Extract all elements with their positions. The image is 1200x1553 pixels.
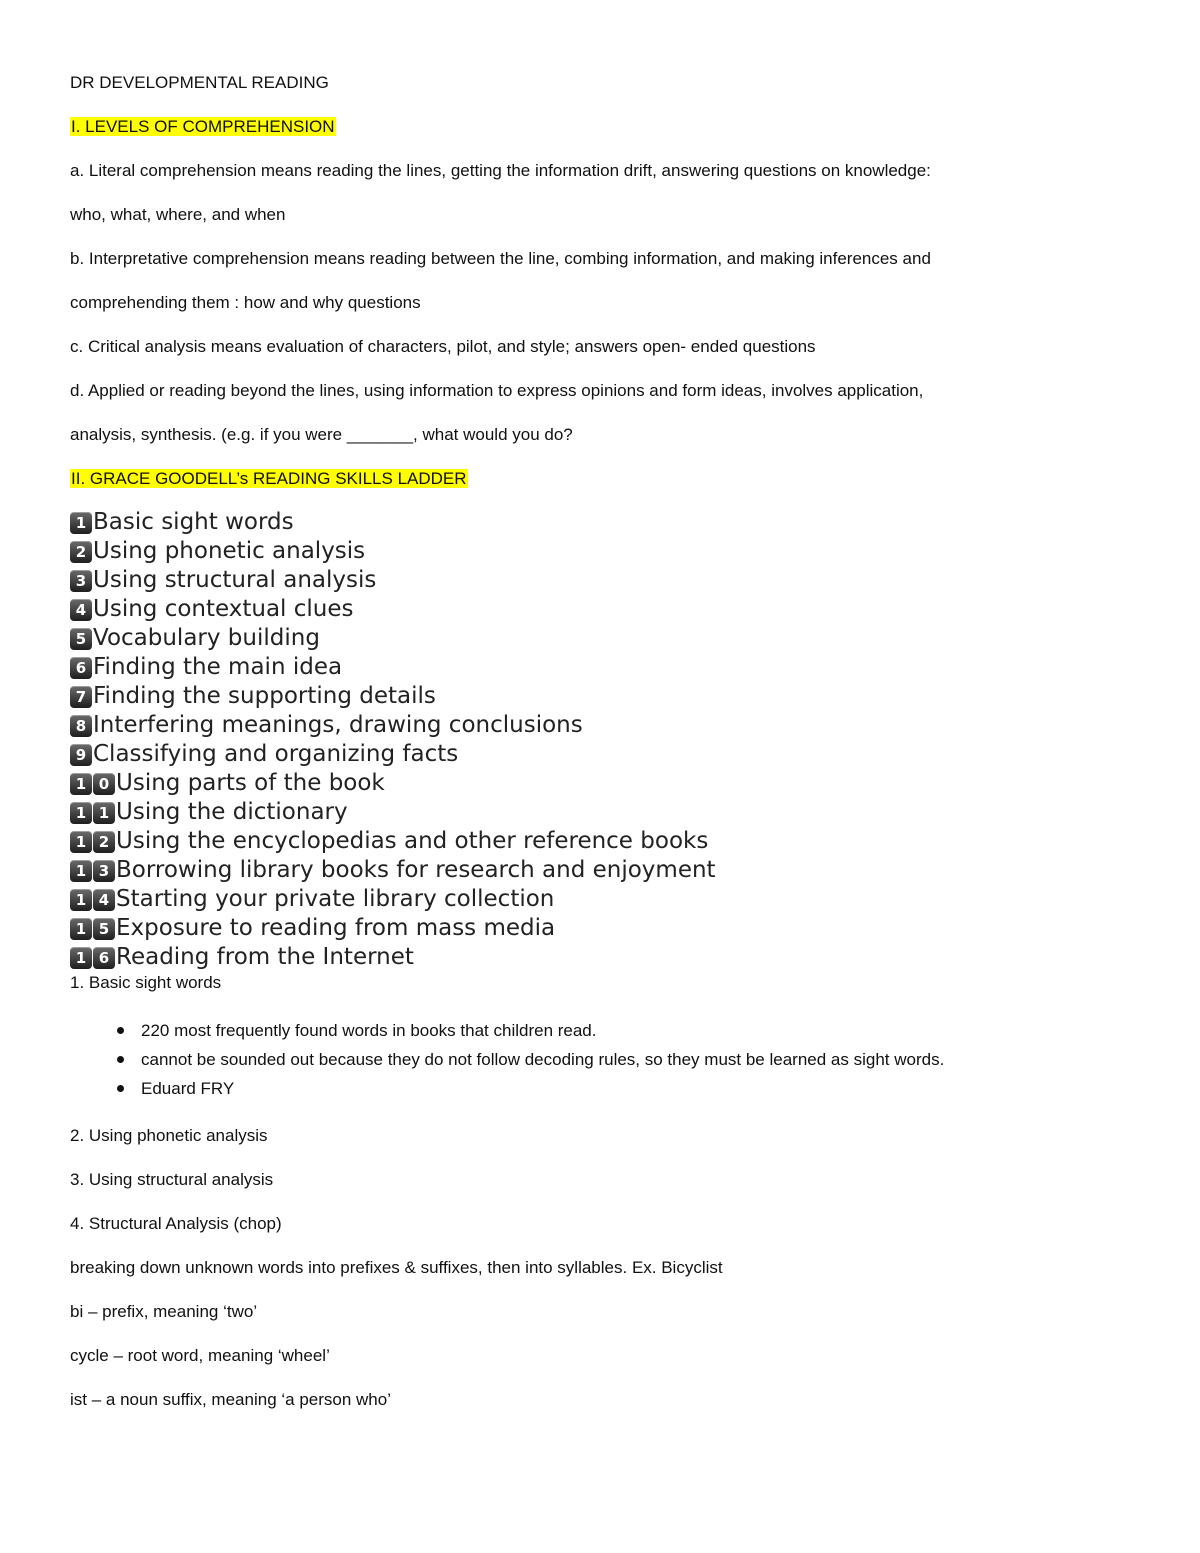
keycap-digit: 3 xyxy=(70,570,92,592)
ladder-item-label: Reading from the Internet xyxy=(116,944,414,970)
ladder-item-label: Finding the main idea xyxy=(93,654,343,680)
keycap-digit: 1 xyxy=(70,802,92,824)
keycap-digit: 3 xyxy=(93,860,115,882)
document-page xyxy=(70,72,1130,1433)
list-item-text: 220 most frequently found words in books that children read. xyxy=(141,1021,597,1040)
ladder-item-label: Using the dictionary xyxy=(116,799,348,825)
section-2-heading xyxy=(70,468,1130,490)
ladder-item-label: Using contextual clues xyxy=(93,596,354,622)
keycap-digit: 0 xyxy=(93,773,115,795)
structural-analysis-line-4: ist – a noun suffix, meaning ‘a person who’ xyxy=(70,1390,391,1409)
structural-analysis-line-2: bi – prefix, meaning ‘two’ xyxy=(70,1302,258,1321)
section-1-heading xyxy=(70,116,1130,138)
ladder-item-label: Classifying and organizing facts xyxy=(93,741,459,767)
ladder-item xyxy=(70,682,1130,711)
sight-words-bullet-list xyxy=(70,1016,1130,1103)
paragraph-a-line-2: who, what, where, and when xyxy=(70,205,286,224)
ladder-item xyxy=(70,856,1130,885)
keycap-digit: 8 xyxy=(70,715,92,737)
ladder-item-label: Starting your private library collection xyxy=(116,886,555,912)
ladder-item xyxy=(70,769,1130,798)
subsection-4-heading: 4. Structural Analysis (chop) xyxy=(70,1214,282,1233)
list-item xyxy=(70,1074,1130,1103)
keycap-digit: 1 xyxy=(93,802,115,824)
number-keycap-icon xyxy=(70,628,93,650)
ladder-item-label: Exposure to reading from mass media xyxy=(116,915,556,941)
keycap-digit: 4 xyxy=(93,889,115,911)
list-item xyxy=(70,1045,1130,1074)
ladder-item xyxy=(70,624,1130,653)
paragraph-b-line-1: b. Interpretative comprehension means reading between the line, combing information, and making inferences and xyxy=(70,249,931,268)
paragraph-c-line-1: c. Critical analysis means evaluation of characters, pilot, and style; answers open- ended questions xyxy=(70,337,816,356)
keycap-digit: 2 xyxy=(93,831,115,853)
number-keycap-icon xyxy=(70,918,116,940)
subsection-3-heading: 3. Using structural analysis xyxy=(70,1170,274,1189)
number-keycap-icon xyxy=(70,715,93,737)
keycap-digit: 7 xyxy=(70,686,92,708)
ladder-item xyxy=(70,943,1130,972)
ladder-item xyxy=(70,914,1130,943)
bullet-icon xyxy=(117,1085,124,1092)
keycap-digit: 1 xyxy=(70,947,92,969)
bullet-icon xyxy=(117,1056,124,1063)
number-keycap-icon xyxy=(70,686,93,708)
ladder-item-label: Using parts of the book xyxy=(116,770,385,796)
bullet-icon xyxy=(117,1027,124,1034)
keycap-digit: 6 xyxy=(70,657,92,679)
ladder-item xyxy=(70,711,1130,740)
number-keycap-icon xyxy=(70,831,116,853)
structural-analysis-line-3: cycle – root word, meaning ‘wheel’ xyxy=(70,1346,330,1365)
keycap-digit: 5 xyxy=(70,628,92,650)
paragraph-d-line-2: analysis, synthesis. (e.g. if you were _______, what would you do? xyxy=(70,425,573,444)
number-keycap-icon xyxy=(70,889,116,911)
keycap-digit: 9 xyxy=(70,744,92,766)
keycap-digit: 2 xyxy=(70,541,92,563)
number-keycap-icon xyxy=(70,744,93,766)
number-keycap-icon xyxy=(70,802,116,824)
ladder-item xyxy=(70,827,1130,856)
number-keycap-icon xyxy=(70,860,116,882)
ladder-item xyxy=(70,885,1130,914)
ladder-item xyxy=(70,508,1130,537)
ladder-item-label: Basic sight words xyxy=(93,509,294,535)
ladder-item xyxy=(70,595,1130,624)
keycap-digit: 1 xyxy=(70,860,92,882)
subsection-2-heading: 2. Using phonetic analysis xyxy=(70,1126,268,1145)
paragraph-b-line-2: comprehending them : how and why questions xyxy=(70,293,421,312)
ladder-item xyxy=(70,798,1130,827)
keycap-digit: 6 xyxy=(93,947,115,969)
number-keycap-icon xyxy=(70,570,93,592)
ladder-item-label: Borrowing library books for research and enjoyment xyxy=(116,857,716,883)
keycap-digit: 1 xyxy=(70,512,92,534)
subsection-1-heading: 1. Basic sight words xyxy=(70,973,222,992)
reading-skills-ladder xyxy=(70,508,1130,972)
list-item xyxy=(70,1016,1130,1045)
list-item-text: cannot be sounded out because they do not follow decoding rules, so they must be learned as sight words. xyxy=(141,1050,945,1069)
number-keycap-icon xyxy=(70,541,93,563)
keycap-digit: 4 xyxy=(70,599,92,621)
keycap-digit: 1 xyxy=(70,831,92,853)
structural-analysis-line-1: breaking down unknown words into prefixes & suffixes, then into syllables. Ex. Bicyclist xyxy=(70,1258,723,1277)
keycap-digit: 1 xyxy=(70,773,92,795)
number-keycap-icon xyxy=(70,947,116,969)
ladder-item xyxy=(70,740,1130,769)
ladder-item xyxy=(70,566,1130,595)
ladder-item-label: Using phonetic analysis xyxy=(93,538,366,564)
section-2-heading-highlight: II. GRACE GOODELL’s READING SKILLS LADDER xyxy=(71,469,467,488)
ladder-item xyxy=(70,537,1130,566)
document-title: DR DEVELOPMENTAL READING xyxy=(70,73,329,92)
ladder-item-label: Interfering meanings, drawing conclusions xyxy=(93,712,583,738)
keycap-digit: 1 xyxy=(70,918,92,940)
paragraph-d-line-1: d. Applied or reading beyond the lines, using information to express opinions and form ideas, involves application, xyxy=(70,381,924,400)
section-1-heading-highlight: I. LEVELS OF COMPREHENSION xyxy=(71,117,335,136)
ladder-item xyxy=(70,653,1130,682)
number-keycap-icon xyxy=(70,599,93,621)
list-item-text: Eduard FRY xyxy=(141,1079,235,1098)
keycap-digit: 1 xyxy=(70,889,92,911)
keycap-digit: 5 xyxy=(93,918,115,940)
paragraph-a-line-1: a. Literal comprehension means reading the lines, getting the information drift, answering questions on knowledge: xyxy=(70,161,931,180)
number-keycap-icon xyxy=(70,773,116,795)
ladder-item-label: Vocabulary building xyxy=(93,625,320,651)
number-keycap-icon xyxy=(70,512,93,534)
ladder-item-label: Using structural analysis xyxy=(93,567,377,593)
ladder-item-label: Finding the supporting details xyxy=(93,683,436,709)
ladder-item-label: Using the encyclopedias and other reference books xyxy=(116,828,709,854)
number-keycap-icon xyxy=(70,657,93,679)
